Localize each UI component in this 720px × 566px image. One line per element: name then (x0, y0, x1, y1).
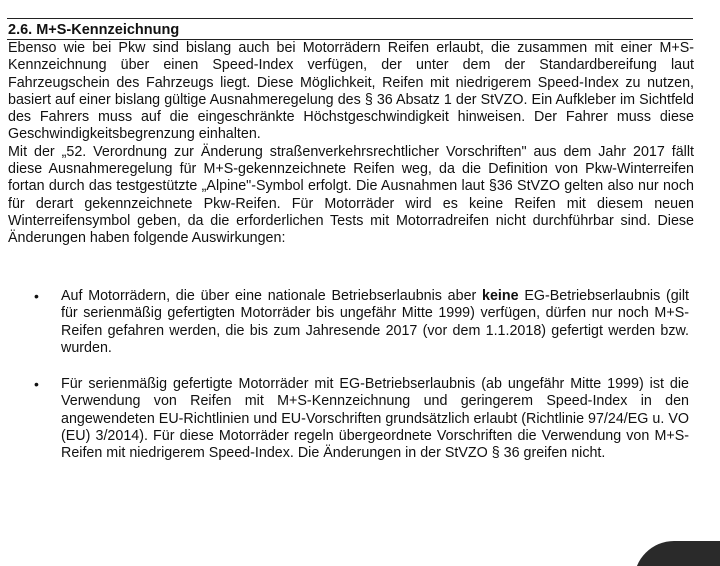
section-body (8, 40, 694, 248)
bullet-dot-icon: • (34, 376, 39, 393)
bullet-text-end: EG-Betriebserlaubnis (gilt für serienmäßig gefertigten Motorräder bis ungefähr Mitte 1999) verfügen, dürfen nur noch M+S-Reifen gefahren werden, die bis zum Jahresende 2017 (vor dem 1.1.2018) gefertigt werden bzw. wurden. (61, 288, 689, 356)
bullet-text-start: Für serienmäßig gefertigte Motorräder mit EG-Betriebserlaubnis (ab ungefähr Mitte 1999) ist die Verwendung von Reifen mit M+S-Kennzeichnung und geringerem Speed-Index in den angewendeten EU-Richtlinien und EU-Vorschriften grundsätzlich erlaubt (Richtlinie 97/24/EG u. VO (EU) 3/2014). Für diese Motorräder regeln übergeordnete Vorschriften die Verwendung von M+S-Reifen mit niedrigerem Speed-Index. Die Änderungen in der StVZO § 36 greifen nicht. (61, 376, 689, 462)
bullet-list (0, 288, 720, 482)
bullet-list-item (0, 376, 689, 462)
corner-decoration (634, 541, 720, 566)
section-heading (8, 21, 179, 39)
section-top-rule (7, 18, 693, 19)
section-number: 2.6. (8, 22, 33, 38)
paragraph: Mit der „52. Verordnung zur Änderung straßenverkehrsrechtlicher Vorschriften" aus dem Jahr 2017 fällt diese Ausnahmeregelung für M+S-gekennzeichnete Reifen weg, da die Definition von Pkw-Winterreifen fortan durch das testgestützte „Alpine"-Symbol erfolgt. Die Ausnahmen laut §36 StVZO gelten also nur noch für derart gekennzeichnete Pkw-Reifen. Für Motorräder wird es keine Reifen mit diesem neuen Winterreifensymbol geben, da die erforderlichen Tests mit Motorradreifen nicht durchführbar sind. Diese Änderungen haben folgende Auswirkungen: (8, 143, 694, 247)
bullet-text-start: Auf Motorrädern, die über eine nationale Betriebserlaubnis aber (61, 288, 483, 304)
section-title: M+S-Kennzeichnung (36, 22, 180, 38)
bullet-emphasis: keine (482, 288, 519, 304)
paragraph: Ebenso wie bei Pkw sind bislang auch bei Motorrädern Reifen erlaubt, die zusammen mit einer M+S-Kennzeichnung über einen Speed-Index verfügen, der unter dem der Standardbereifung laut Fahrzeugschein des Fahrzeugs liegt. Diese Möglichkeit, Reifen mit niedrigerem Speed-Index zu nutzen, basiert auf einer bislang gültige Ausnahmeregelung des § 36 Absatz 1 der StVZO. Ein Aufkleber im Sichtfeld des Fahrers muss auf die eingeschränkte Höchstgeschwindigkeit hinweisen. Der Fahrer muss diese Geschwindigkeitsbegrenzung einhalten. (8, 40, 694, 143)
bullet-dot-icon: • (34, 288, 39, 304)
bullet-list-item (0, 288, 689, 357)
